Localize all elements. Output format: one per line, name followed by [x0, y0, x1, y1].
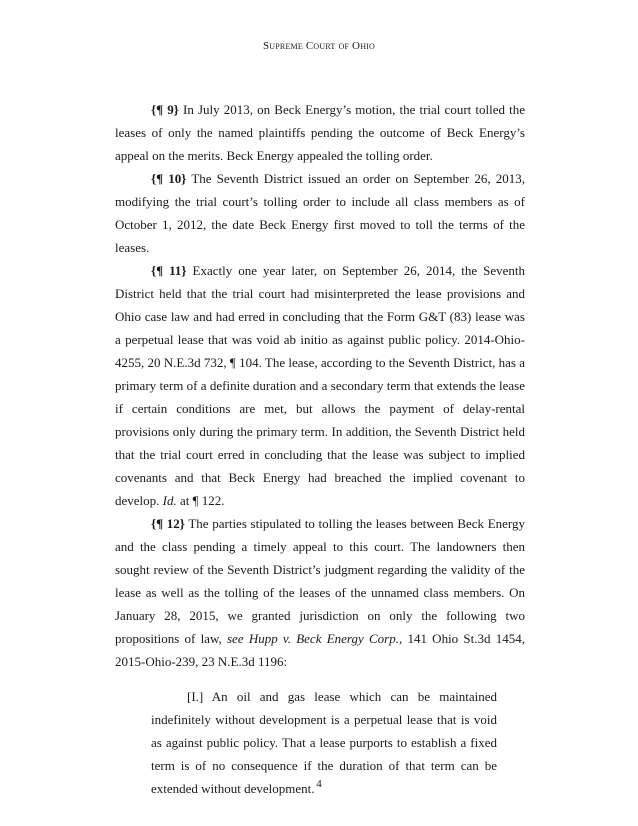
citation-italic: see Hupp v. Beck Energy Corp.	[226, 631, 399, 646]
paragraph-text-end: at ¶ 122.	[176, 493, 225, 508]
paragraph-text: Exactly one year later, on September 26, 2014, the Seventh District held that the trial court had misinterpreted the lease provisions and Ohio case law and had erred in concluding that the Form G&T (83) lease was a perpetual lease that was void ab initio as against public policy. 2014-Ohio-4255, 20 N.E.3d 732, ¶ 104. The lease, according to the Seventh District, has a primary term of a definite duration and a secondary term that extends the lease if certain conditions are met, but allows the payment of delay-rental provisions only during the primary term. In addition, the Seventh District held that the trial court erred in concluding that the lease was subject to implied covenants and that Beck Energy had breached the implied covenant to develop.	[115, 263, 525, 508]
page-number: 4	[316, 778, 322, 790]
paragraph-text-end: , 141 Ohio St.3d 1454, 2015-Ohio-239, 23 N.E.3d 1196:	[115, 631, 525, 669]
paragraph-number: {¶ 12}	[151, 516, 185, 531]
paragraph-11	[115, 259, 525, 512]
paragraph-number: {¶ 11}	[151, 263, 187, 278]
paragraph-12	[115, 512, 525, 673]
running-header	[0, 40, 638, 52]
paragraph-number: {¶ 9}	[151, 102, 179, 117]
paragraph-text: The parties stipulated to tolling the leases between Beck Energy and the class pending a timely appeal to this court. The landowners then sought review of the Seventh District’s judgment regarding the validity of the lease as well as the tolling of the leases of the unnamed class members. On January 28, 2015, we granted jurisdiction on only the following two propositions of law,	[115, 516, 526, 646]
paragraph-text: The Seventh District issued an order on September 26, 2013, modifying the trial court’s tolling order to include all class members as of October 1, 2012, the date Beck Energy first moved to toll the terms of the leases.	[115, 171, 525, 255]
paragraph-number: {¶ 10}	[151, 171, 187, 186]
court-name: Supreme Court of Ohio	[262, 40, 376, 52]
paragraph-text: In July 2013, on Beck Energy’s motion, the trial court tolled the leases of only the named plaintiffs pending the outcome of Beck Energy’s appeal on the merits. Beck Energy appealed the tolling order.	[115, 102, 526, 163]
proposition-of-law: [I.] An oil and gas lease which can be maintained indefinitely without development is a perpetual lease that is void as against public policy. That a lease purports to establish a fixed term is of no consequence if the duration of that term can be extended without development.	[151, 689, 497, 796]
opinion-body	[115, 98, 525, 800]
citation-italic: Id.	[162, 493, 177, 508]
paragraph-10	[115, 167, 525, 259]
paragraph-9	[115, 98, 525, 167]
